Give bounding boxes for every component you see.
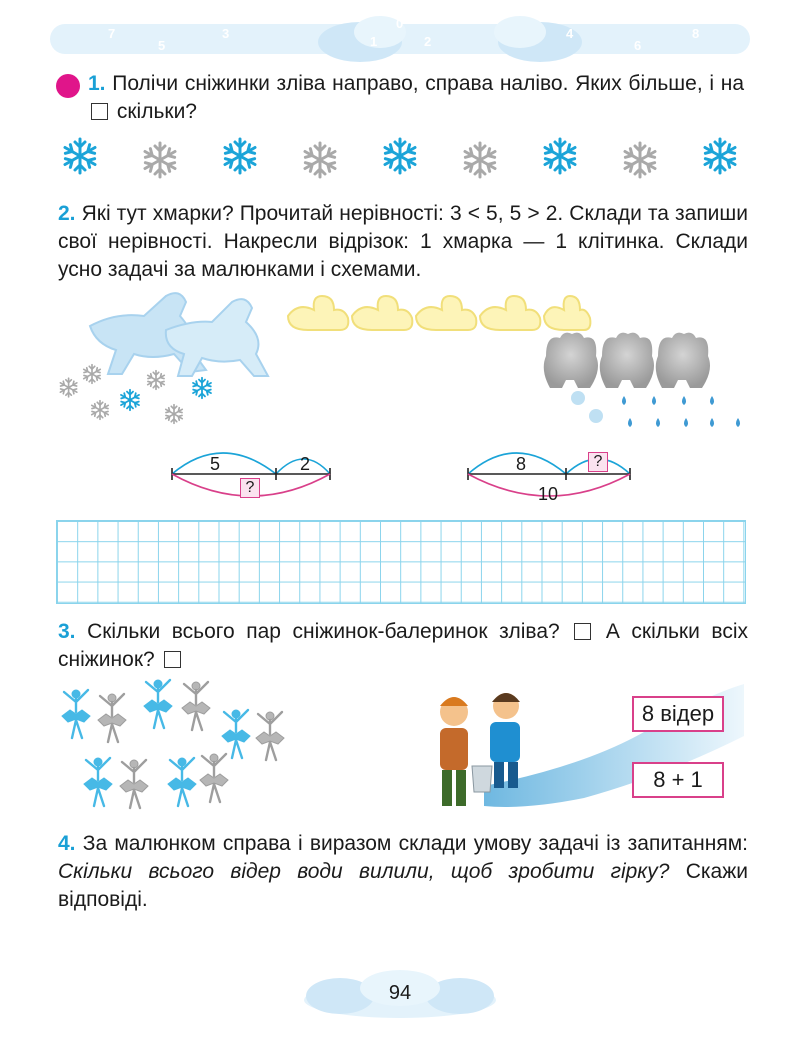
grey-clouds-rain-illustration <box>538 326 748 434</box>
answer-box[interactable] <box>574 623 591 640</box>
task1-text-part1: Полічи сніжинки зліва направо, справа наліво. Яких більше, і на <box>112 72 744 95</box>
boy-left <box>440 697 468 806</box>
answer-box[interactable] <box>164 651 181 668</box>
task3-number: 3. <box>58 620 76 643</box>
header-digit: 4 <box>566 26 574 41</box>
task2-number: 2. <box>58 202 76 225</box>
task3-text-part2: А скільки всіх сніжинок? <box>58 620 748 671</box>
task4-text <box>58 830 748 914</box>
header-digit: 8 <box>692 26 700 41</box>
label-eight-buckets: 8 відер <box>632 696 724 732</box>
task1-text <box>88 70 744 126</box>
task-marker-dot <box>56 74 80 98</box>
task3-text-part1: Скільки всього пар сніжинок-балеринок зліва? <box>87 620 560 643</box>
header-digit: 3 <box>222 26 230 41</box>
header-digit: 7 <box>108 26 116 41</box>
task4-text-italic: Скільки всього відер води вилили, щоб зробити гірку? <box>58 860 670 883</box>
scheme1-value-b: 2 <box>300 454 311 474</box>
snowflake-grey-icon <box>465 143 495 177</box>
header-digit: 5 <box>158 38 166 53</box>
header-digit: 0 <box>396 16 404 31</box>
boy-right <box>490 693 520 788</box>
answer-box[interactable] <box>91 103 108 120</box>
scheme1-value-a: 5 <box>210 454 221 474</box>
header-digit: 1 <box>370 34 378 49</box>
header-digit: 6 <box>634 38 642 53</box>
bucket-icon <box>472 766 492 792</box>
task1-number: 1. <box>88 72 106 95</box>
snowflake-row <box>56 130 746 186</box>
snowflake-blue-icon <box>545 139 575 173</box>
header-digit: 2 <box>424 34 432 49</box>
scheme2-question-box[interactable]: ? <box>588 452 608 472</box>
page-number: 94 <box>388 982 412 1004</box>
task2-text <box>58 200 748 284</box>
scheme1-question-box[interactable]: ? <box>240 478 260 498</box>
task1-text-part2: скільки? <box>116 100 197 123</box>
snowflake-grey-icon <box>625 143 655 177</box>
task4-text-normal2: Скажи відповіді. <box>58 860 748 911</box>
snowflake-blue-icon <box>225 139 255 173</box>
small-snowflakes-cluster <box>56 356 226 436</box>
snowflake-blue-icon <box>705 139 735 173</box>
label-expression: 8 + 1 <box>632 762 724 798</box>
task2-body: Які тут хмарки? Прочитай нерівності: 3 < 5, 5 > 2. Склади та запиши свої нерівності. Накресли відрізок: 1 хмарка — 1 клітинка. Склади усно задачі за малюнками і схемами. <box>58 202 748 281</box>
task4-number: 4. <box>58 832 76 855</box>
snowflake-grey-icon <box>145 143 175 177</box>
snowflake-blue-icon <box>65 139 95 173</box>
writing-grid[interactable] <box>56 520 746 604</box>
scheme2-value-a: 8 <box>516 454 527 474</box>
task4-text-normal1: За малюнком справа і виразом склади умову задачі із запитанням: <box>82 832 748 855</box>
snowflake-grey-icon <box>305 143 335 177</box>
scheme2-total: 10 <box>538 484 559 504</box>
header-cloud-band <box>50 8 750 66</box>
snowflake-ballerinas-illustration <box>56 676 316 816</box>
task3-text <box>58 618 748 674</box>
snowflake-blue-icon <box>385 139 415 173</box>
